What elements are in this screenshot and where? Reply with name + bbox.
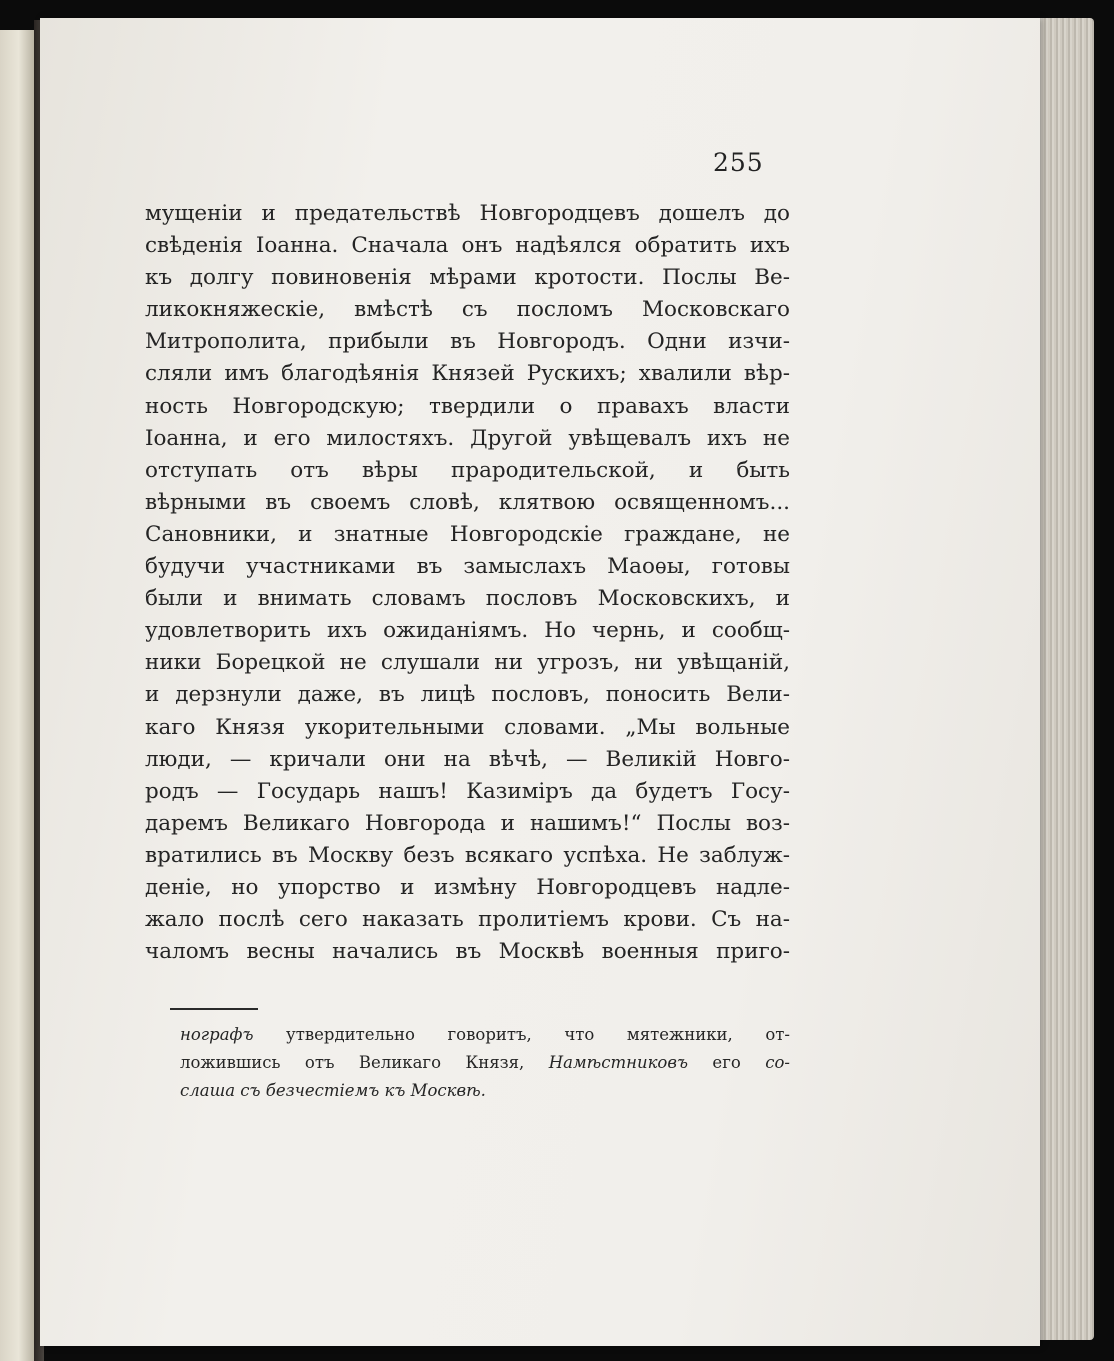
- text-line: Митрополита, прибыли въ Новгородъ. Одни изчи-: [145, 329, 790, 355]
- text-line: даремъ Великаго Новгорода и нашимъ!“ Послы воз-: [145, 810, 790, 836]
- text-line: удовлетворить ихъ ожиданіямъ. Но чернь, и сообщ-: [145, 618, 790, 644]
- page-stack-edge: [1036, 18, 1094, 1340]
- text-line: мущеніи и предательствѣ Новгородцевъ дошелъ до: [145, 201, 790, 226]
- text-line: родъ — Государь нашъ! Казиміръ да будетъ Госу-: [145, 778, 790, 804]
- text-line: люди, — кричали они на вѣчѣ, — Великій Новго-: [145, 746, 790, 772]
- footnote-rule: [170, 1008, 258, 1010]
- body-text: [145, 198, 790, 968]
- footnote-italic: слаша съ безчестіемъ къ Москвѣ.: [180, 1081, 486, 1100]
- text-line: ники Борецкой не слушали ни угрозъ, ни увѣщаній,: [145, 650, 790, 676]
- footnote: [180, 1021, 790, 1105]
- left-page-edge: [0, 30, 36, 1361]
- text-line: жало послѣ сего наказать пролитіемъ крови. Съ на-: [145, 907, 790, 933]
- footnote-text: его: [687, 1053, 766, 1072]
- text-line: Іоанна, и его милостяхъ. Другой увѣщевалъ ихъ не: [145, 425, 790, 451]
- text-line: были и внимать словамъ пословъ Московскихъ, и: [145, 586, 790, 612]
- text-line: свѣденія Іоанна. Сначала онъ надѣялся обратить ихъ: [145, 233, 790, 259]
- text-line: вѣрными въ своемъ словѣ, клятвою освященномъ...: [145, 489, 790, 515]
- text-line: деніе, но упорство и измѣну Новгородцевъ надле-: [145, 874, 790, 900]
- footnote-line: [180, 1021, 790, 1049]
- text-line: къ долгу повиновенія мѣрами кротости. Послы Ве-: [145, 265, 790, 291]
- text-line: Сановники, и знатные Новгородскіе граждане, не: [145, 521, 790, 547]
- footnote-italic: Намѣстниковъ: [548, 1053, 688, 1072]
- footnote-italic: со-: [765, 1053, 790, 1072]
- footnote-italic: нографъ: [180, 1025, 254, 1044]
- text-line: ликокняжескіе, вмѣстѣ съ посломъ Московскаго: [145, 297, 790, 323]
- text-line: вратились въ Москву безъ всякаго успѣха. Не заблуж-: [145, 842, 790, 868]
- text-line: ность Новгородскую; твердили о правахъ власти: [145, 393, 790, 419]
- footnote-line: [180, 1077, 790, 1105]
- text-line: и дерзнули даже, въ лицѣ пословъ, поносить Вели-: [145, 682, 790, 708]
- text-line: каго Князя укорительными словами. „Мы вольные: [145, 714, 790, 740]
- book-page: [40, 18, 1040, 1346]
- text-line: отступать отъ вѣры прародительской, и быть: [145, 457, 790, 483]
- page-number: 255: [713, 148, 764, 177]
- footnote-line: [180, 1049, 790, 1077]
- footnote-text: утвердительно говоритъ, что мятежники, от-: [253, 1025, 790, 1044]
- footnote-text: ложившись отъ Великаго Князя,: [180, 1053, 549, 1072]
- text-line: сляли имъ благодѣянія Князей Рускихъ; хвалили вѣр-: [145, 361, 790, 387]
- text-line: будучи участниками въ замыслахъ Маоѳы, готовы: [145, 554, 790, 580]
- text-line: чаломъ весны начались въ Москвѣ военныя приго-: [145, 939, 790, 965]
